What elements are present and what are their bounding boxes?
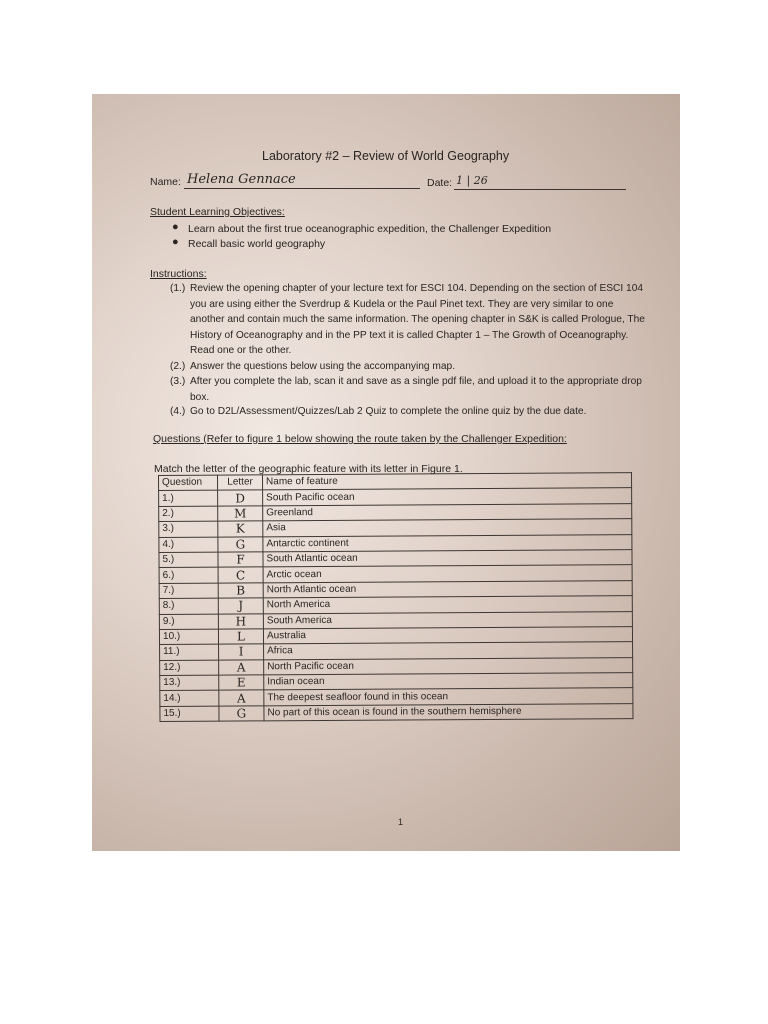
question-cell: 10.) [159,629,218,645]
instruction-text: Go to D2L/Assessment/Quizzes/Lab 2 Quiz to complete the online quiz by the due date. [190,406,587,417]
instruction-text: Review the opening chapter of your lecture text for ESCI 104. Depending on the section of ESCI 104 you are using either the Sverdrup & Kudela or the Paul Pinet text. They are very similar to one another and contain much the same information. The opening chapter in S&K is called Prologue, The History of Oceanography and in the PP text it is called Chapter 1 – The Growth of Oceanography. Read one or the other. [190,283,645,356]
instruction-number: (1.) [170,283,186,294]
paper-sheet [92,94,680,851]
bullet-icon: ● [172,236,179,248]
date-label: Date: [427,177,453,189]
letter-cell: E [219,675,264,691]
question-cell: 9.) [159,614,218,630]
question-cell: 1.) [159,491,218,507]
letter-cell: A [219,690,264,706]
letter-cell: H [218,613,263,629]
col-header-letter: Letter [218,475,263,491]
question-cell: 3.) [159,521,218,537]
feature-cell: Arctic ocean [263,565,632,583]
feature-cell: South Pacific ocean [263,488,632,506]
col-header-question: Question [159,475,218,491]
letter-cell: K [218,521,263,537]
objective-item: Learn about the first true oceanographic expedition, the Challenger Expedition [188,223,552,235]
page-number: 1 [398,817,404,827]
table-row [160,703,633,721]
question-cell: 4.) [159,537,218,553]
bullet-icon: ● [172,221,179,233]
questions-heading: Questions (Refer to figure 1 below showing the route taken by the Challenger Expedition: [153,433,567,445]
instruction-text: After you complete the lab, scan it and save as a single pdf file, and upload it to the appropriate drop box. [190,376,642,403]
date-value: 1 | 26 [456,174,488,187]
feature-cell: No part of this ocean is found in the southern hemisphere [264,703,633,721]
instruction-number: (4.) [170,406,186,417]
feature-cell: Antarctic continent [263,534,632,552]
feature-cell: Asia [263,519,632,537]
letter-cell: C [218,567,263,583]
instruction-number: (2.) [170,361,186,372]
feature-cell: North Pacific ocean [264,657,633,675]
question-cell: 7.) [159,583,218,599]
instruction-number: (3.) [170,376,186,387]
name-value: Helena Gennace [187,172,296,187]
letter-cell: I [219,644,264,660]
letter-cell: G [219,706,264,722]
letter-cell: B [218,583,263,599]
feature-cell: The deepest seafloor found in this ocean [264,688,633,706]
letter-cell: J [218,598,263,614]
letter-cell: M [218,506,263,522]
instruction-item [170,374,645,405]
page-title: Laboratory #2 – Review of World Geography [262,149,510,163]
instruction-item [170,281,645,359]
name-underline [184,188,420,189]
table-body [159,488,633,722]
question-cell: 14.) [160,691,219,707]
letter-cell: A [219,660,264,676]
question-cell: 12.) [160,660,219,676]
feature-cell: Australia [263,627,632,645]
objectives-heading: Student Learning Objectives: [150,206,285,218]
feature-cell: South America [263,611,632,629]
question-cell: 6.) [159,567,218,583]
question-cell: 2.) [159,506,218,522]
letter-cell: D [218,490,263,506]
feature-cell: Greenland [263,503,632,521]
feature-cell: Africa [264,642,633,660]
instruction-item [170,359,645,375]
letter-cell: G [218,536,263,552]
letter-cell: F [218,552,263,568]
date-underline [454,189,626,190]
question-cell: 5.) [159,552,218,568]
objective-item: Recall basic world geography [188,238,326,250]
question-cell: 15.) [160,706,219,722]
feature-cell: North Atlantic ocean [263,580,632,598]
letter-cell: L [218,629,263,645]
feature-cell: Indian ocean [264,673,633,691]
instructions-heading: Instructions: [150,268,207,280]
question-cell: 13.) [160,675,219,691]
question-cell: 11.) [160,644,219,660]
col-header-feature: Name of feature [263,473,632,491]
feature-cell: North America [263,596,632,614]
match-table [158,472,634,722]
instruction-text: Answer the questions below using the accompanying map. [190,361,456,372]
question-cell: 8.) [159,598,218,614]
instruction-item [170,404,645,420]
name-label: Name: [150,176,181,188]
match-instruction: Match the letter of the geographic feature with its letter in Figure 1. [154,463,463,475]
feature-cell: South Atlantic ocean [263,550,632,568]
